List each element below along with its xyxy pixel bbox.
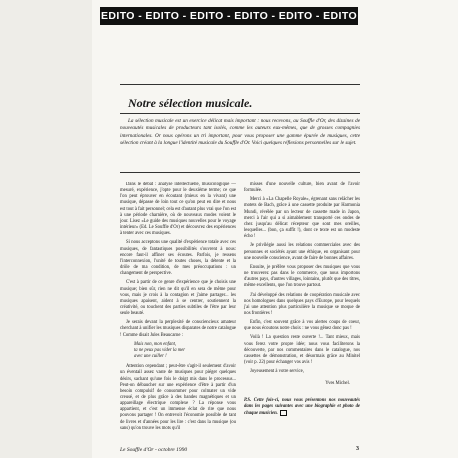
right-paragraph-3: Je privilégie aussi les relations commerciales avec des personnes et sociétés ayant une éthique, en organisant pour une nouvelle conscience, avant de faire de bonnes affaires. <box>244 243 360 261</box>
right-column <box>244 182 360 420</box>
left-paragraph-4: Je serais devant la perplexité de consciencieux amateur cherchant à unifier les musiques disparates de notre catalogue ! Comme disait Jules Beaucarne : <box>120 320 236 338</box>
postscript-text: P.S. Cette fois-ci, nous vous présentons nos nouveautés dans les pages suivantes avec une biographie et photo de chaque musicien. <box>244 397 360 416</box>
right-paragraph-6: Enfin, c'est souvent grâce à vos alertes coups de coeur, que nous écoutons notre choix : ne vous gênez donc pas ! <box>244 320 360 332</box>
quote-poem <box>134 342 236 360</box>
right-paragraph-8: Joyeusement à votre service, <box>250 369 304 375</box>
left-paragraph-5: Attention cependant ; peut-être s'agit-il seulement d'avoir un éventail assez vaste de musiques pour piéger quelques désirs, sachant qu'une fois le doigt mis dans le processus... Peut-on débaucher sur une expérience d'être à partir d'un besoin compulsif de consommer pour colmater un vide creusé, et de plus grâce à des bandes magnétiques et un appareillage électrique complexe ? La réponse vous appartient, et c'est un immense éclat de rire que nous pouvons partager ! On entrevoit l'économie possible de tant de livres et d'années pour les lire : c'est dans la musique (ou sans) qu'on trouve les mots qu'il <box>120 364 236 430</box>
left-paragraph-1: Dans le débat : analyse intellectuelle, musicologique — mesuré, expérience, j'opte pour le deuxième terme; ce que l'on peut éprouver en écoutant (mieux en la vivant) une musique, dépasse de loin tout ce qu'on peut en dire et nous est tout à fait personnel; cela est d'autant plus vrai que l'on est à une période charnière, où de nouveaux modes voient le jour. Lisez «Le guide des musiques nouvelles pour le voyage intérieur» (Ed. Le Souffle d'Or) et découvrez des expériences à tenter avec ces musiques. <box>120 182 236 237</box>
right-paragraph-5: J'ai développé des relations de coopération musicale avec nos homologues dans quelques pays d'Europe, pour lesquels j'ai une attention plus particulière la musique se moque de nos frontières ! <box>244 292 360 316</box>
title-rule <box>120 113 360 114</box>
edito-banner: EDITO - EDITO - EDITO - EDITO - EDITO - EDITO <box>100 7 358 25</box>
right-paragraph-2: Merci à «La Chapelle Royale», égrenant sans relâcher les motets de Bach, grâce à une cassette produite par Harmonia Mundi, révélée par un lecteur de cassette made in Japon, merci à l'air qui a si aimablement transporté ces ondes de chez jusqu'au délicat récepteur que sont mes oreilles, lesquelles... (bon, ça suffit !), dont ce texte est un modeste écho ! <box>244 197 360 240</box>
intro-paragraph: La sélection musicale est un exercice délicat mais important : nous recevons, au Souffle d'Or, des dizaines de nouveautés musicales de producteurs tant isolés, comme les auteurs eux-mêmes, que de grosses compagnies internationales. Or nous opérons un tri important, pour vous proposer une gamme épurée de musiques, cette sélection créant à la longue l'identité musicale du Souffle d'Or. Voici quelques réflexions personnelles sur le sujet. <box>120 118 360 146</box>
poem-line: Mais non, mon enfant, <box>134 341 177 347</box>
page-number: 3 <box>356 446 359 452</box>
footer-publication: Le Souffle d'Or - octobre 1990 <box>120 447 188 453</box>
left-paragraph-3: C'est à partir de ce genre d'expérience que je choisis une musique; bien sûr, rien ne dit qu'il en sera de même pour vous, mais je crois à la contagion et j'aime partager... les musiques apaisent, aident à se centrer, soutiennent la créativité, ou touchent des parties subtiles de l'être par leur seule beauté. <box>120 280 236 317</box>
page-title: Notre sélection musicale. <box>128 96 253 110</box>
postscript <box>244 398 360 418</box>
end-square-icon <box>280 410 287 416</box>
left-paragraph-2: Si nous acceptons une qualité d'expérience totale avec ces musiques, de fantastiques possibilités s'ouvrent à nous: encore faut-il affiner ses écoutes. Parfois, je ressens l'interconnexion, l'unité de toutes choses, la détente et la drôle de ma condition, de mes préoccupations : un changement de perspective. <box>120 240 236 277</box>
intro-block <box>120 118 360 147</box>
poem-line: avec une cuiller ! <box>134 354 167 360</box>
poem-line: ta ne peux pas vider la mer <box>134 347 186 353</box>
right-paragraph-7: Voilà ! La question reste ouverte !... Tant mieux, mais vous ferez votre propre idée; nous vous faciliterons la découverte, par nos commentaires dans le catalogue, nos cassettes de démonstration, et désormais grâce au Minitel (voir p. 22) pour échanger vos avis ! <box>244 335 360 366</box>
signature: Yves Michel. <box>325 381 350 387</box>
right-paragraph-4: Ensuite, je préfère vous proposer des musiques que vous ne trouverez pas dans le commerce, que nous importons d'autres pays, d'autres villages, lointains, plutôt que des titres, même excellents, que l'on trouve partout. <box>244 264 360 289</box>
right-paragraph-1: misses d'une nouvelle culture, bien avant de l'avoir formulée. <box>244 182 360 194</box>
intro-rule <box>120 172 360 173</box>
top-rule <box>120 84 360 85</box>
left-column <box>120 182 236 430</box>
